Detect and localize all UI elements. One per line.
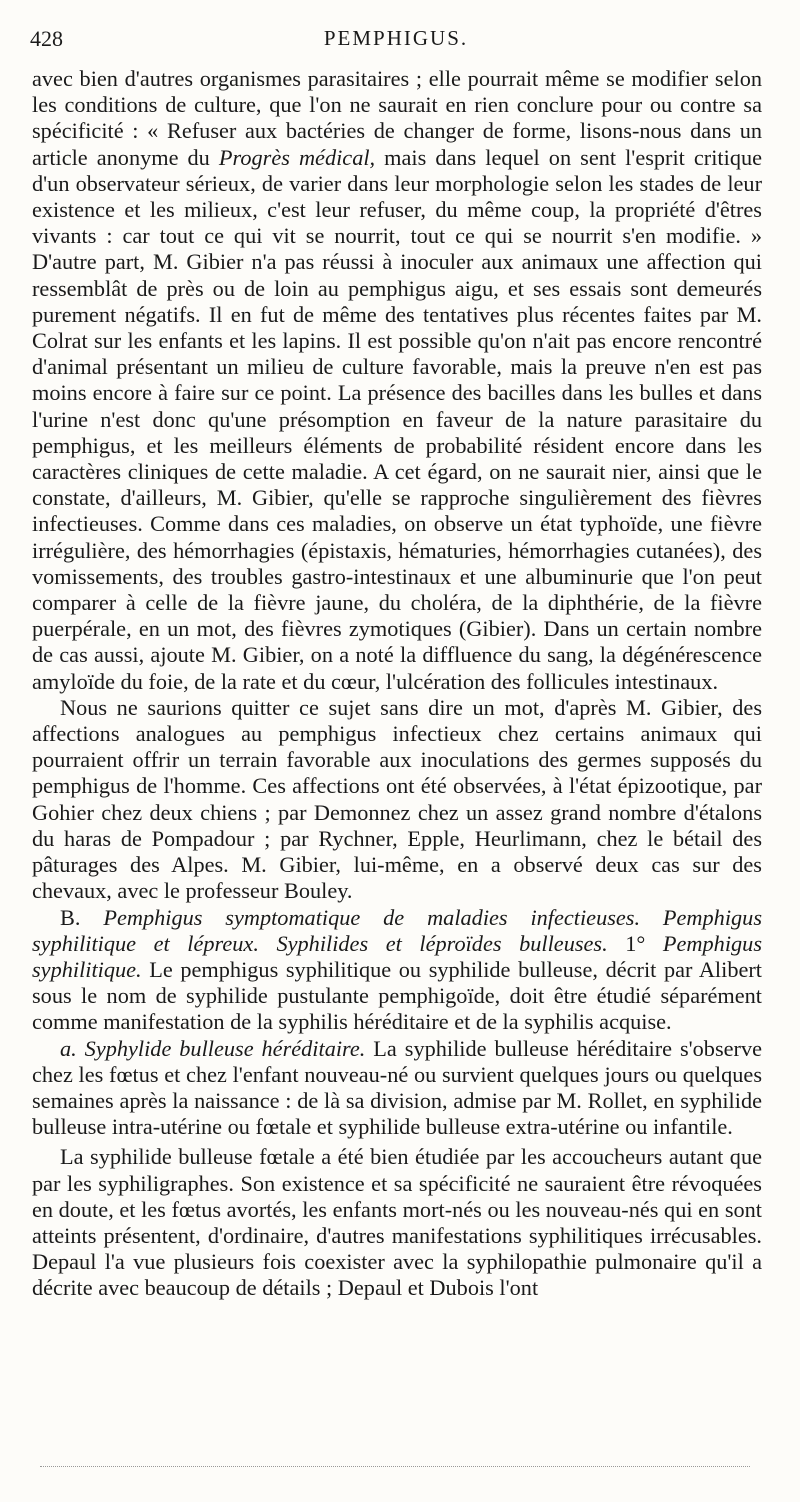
text-run: La syphilide bulleuse fœtale a été bien étudiée par les accoucheurs autant que par les syphiligraphes. Son existence et sa spécificité ne sauraient être révoquées en doute, et les fœtus avortés, les enfants mort-nés ou les nouveau-nés qui en sont atteints présentent, d'ordinaire, d'autres manifestations syphilitiques irrécusables. Depaul l'a vue plusieurs fois coexister avec la syphilopathie pulmonaire qu'il a décrite avec beaucoup de détails ; Depaul et Dubois l'ont (32, 1144, 762, 1301)
italic-text: Progrès médical, (218, 144, 376, 170)
paragraph (32, 1036, 762, 1141)
text-run: 1° (607, 930, 663, 956)
page-body (32, 66, 762, 1302)
page-header (30, 26, 762, 56)
paragraph (32, 695, 762, 905)
text-run: avec bien d'autres organismes parasitaires ; elle pourrait même se modifier selon les conditions de culture, que l'on ne saurait en rien conclure pour ou contre sa spécificité : « Refuser aux bactéries de changer de forme, lisons-nous dans un article anonyme du (32, 66, 762, 170)
footer-rule (40, 1466, 750, 1467)
italic-text: Syphylide bulleuse héréditaire. (84, 1035, 366, 1061)
italic-text: a. (60, 1035, 85, 1061)
running-head: PEMPHIGUS. (323, 26, 469, 50)
text-run: Nous ne saurions quitter ce sujet sans dire un mot, d'après M. Gibier, des affections analogues au pemphigus infectieux chez certains animaux qui pourraient offrir un terrain favorable aux inoculations des germes supposés du pemphigus de l'homme. Ces affections ont été observées, à l'état épizootique, par Gohier chez deux chiens ; par Demonnez chez un assez grand nombre d'étalons du haras de Pompadour ; par Rychner, Epple, Heurlimann, chez le bétail des pâturages des Alpes. M. Gibier, lui-même, en a observé deux cas sur des chevaux, avec le professeur Bouley. (32, 694, 762, 904)
paragraph (32, 905, 762, 1036)
text-run: Le pemphigus syphilitique ou syphilide bulleuse, décrit par Alibert sous le nom de syphilide pustulante pemphigoïde, doit être étudié séparément comme manifestation de la syphilis héréditaire et de la syphilis acquise. (32, 956, 762, 1035)
paragraph (32, 66, 762, 695)
text-run: B. (60, 904, 104, 930)
text-run: La syphilide bulleuse héréditaire s'observe chez les fœtus et chez l'enfant nouveau-né ou survient quelques jours ou quelques semaines après la naissance : de là sa division, admise par M. Rollet, en syphilide bulleuse intra-utérine ou fœtale et syphilide bulleuse extra-utérine ou infantile. (32, 1035, 763, 1140)
page-number: 428 (30, 26, 63, 51)
italic-text: Pemphigus symptomatique de maladies infectieuses. Pemphigus syphilitique et lépreux. Syphilides et léproïdes bulleuses. (32, 904, 762, 956)
paragraph (32, 1144, 762, 1301)
italic-text: Pemphigus syphilitique. (32, 930, 762, 982)
text-run: mais dans lequel on sent l'esprit critique d'un observateur sérieux, de varier dans leur morphologie selon les stades de leur existence et les milieux, c'est leur refuser, du même coup, la propriété d'êtres vivants : car tout ce qui vit se nourrit, tout ce qui se nourrit s'en modifie. » D'autre part, M. Gibier n'a pas réussi à inoculer aux animaux une affection qui ressemblât de près ou de loin au pemphigus aigu, et ses essais sont demeurés purement négatifs. Il en fut de même des tentatives plus récentes faites par M. Colrat sur les enfants et les lapins. Il est possible qu'on n'ait pas encore rencontré d'animal présentant un milieu de culture favorable, mais la preuve n'en est pas moins encore à faire sur ce point. La présence des bacilles dans les bulles et dans l'urine n'est donc qu'une présomption en faveur de la nature parasitaire du pemphigus, et les meilleurs éléments de probabilité résident encore dans les caractères cliniques de cette maladie. A cet égard, on ne saurait nier, ainsi que le constate, d'ailleurs, M. Gibier, qu'elle se rapproche singulièrement des fièvres infectieuses. Comme dans ces maladies, on observe un état typhoïde, une fièvre irrégulière, des hémorrhagies (épistaxis, hématuries, hémorrhagies cutanées), des vomissements, des troubles gastro-intestinaux et une albuminurie que l'on peut comparer à celle de la fièvre jaune, du choléra, de la diphthérie, de la fièvre puerpérale, en un mot, des fièvres zymotiques (Gibier). Dans un certain nombre de cas aussi, ajoute M. Gibier, on a noté la diffluence du sang, la dégénérescence amyloïde du foie, de la rate et du cœur, l'ulcération des follicules intestinaux. (32, 144, 763, 694)
